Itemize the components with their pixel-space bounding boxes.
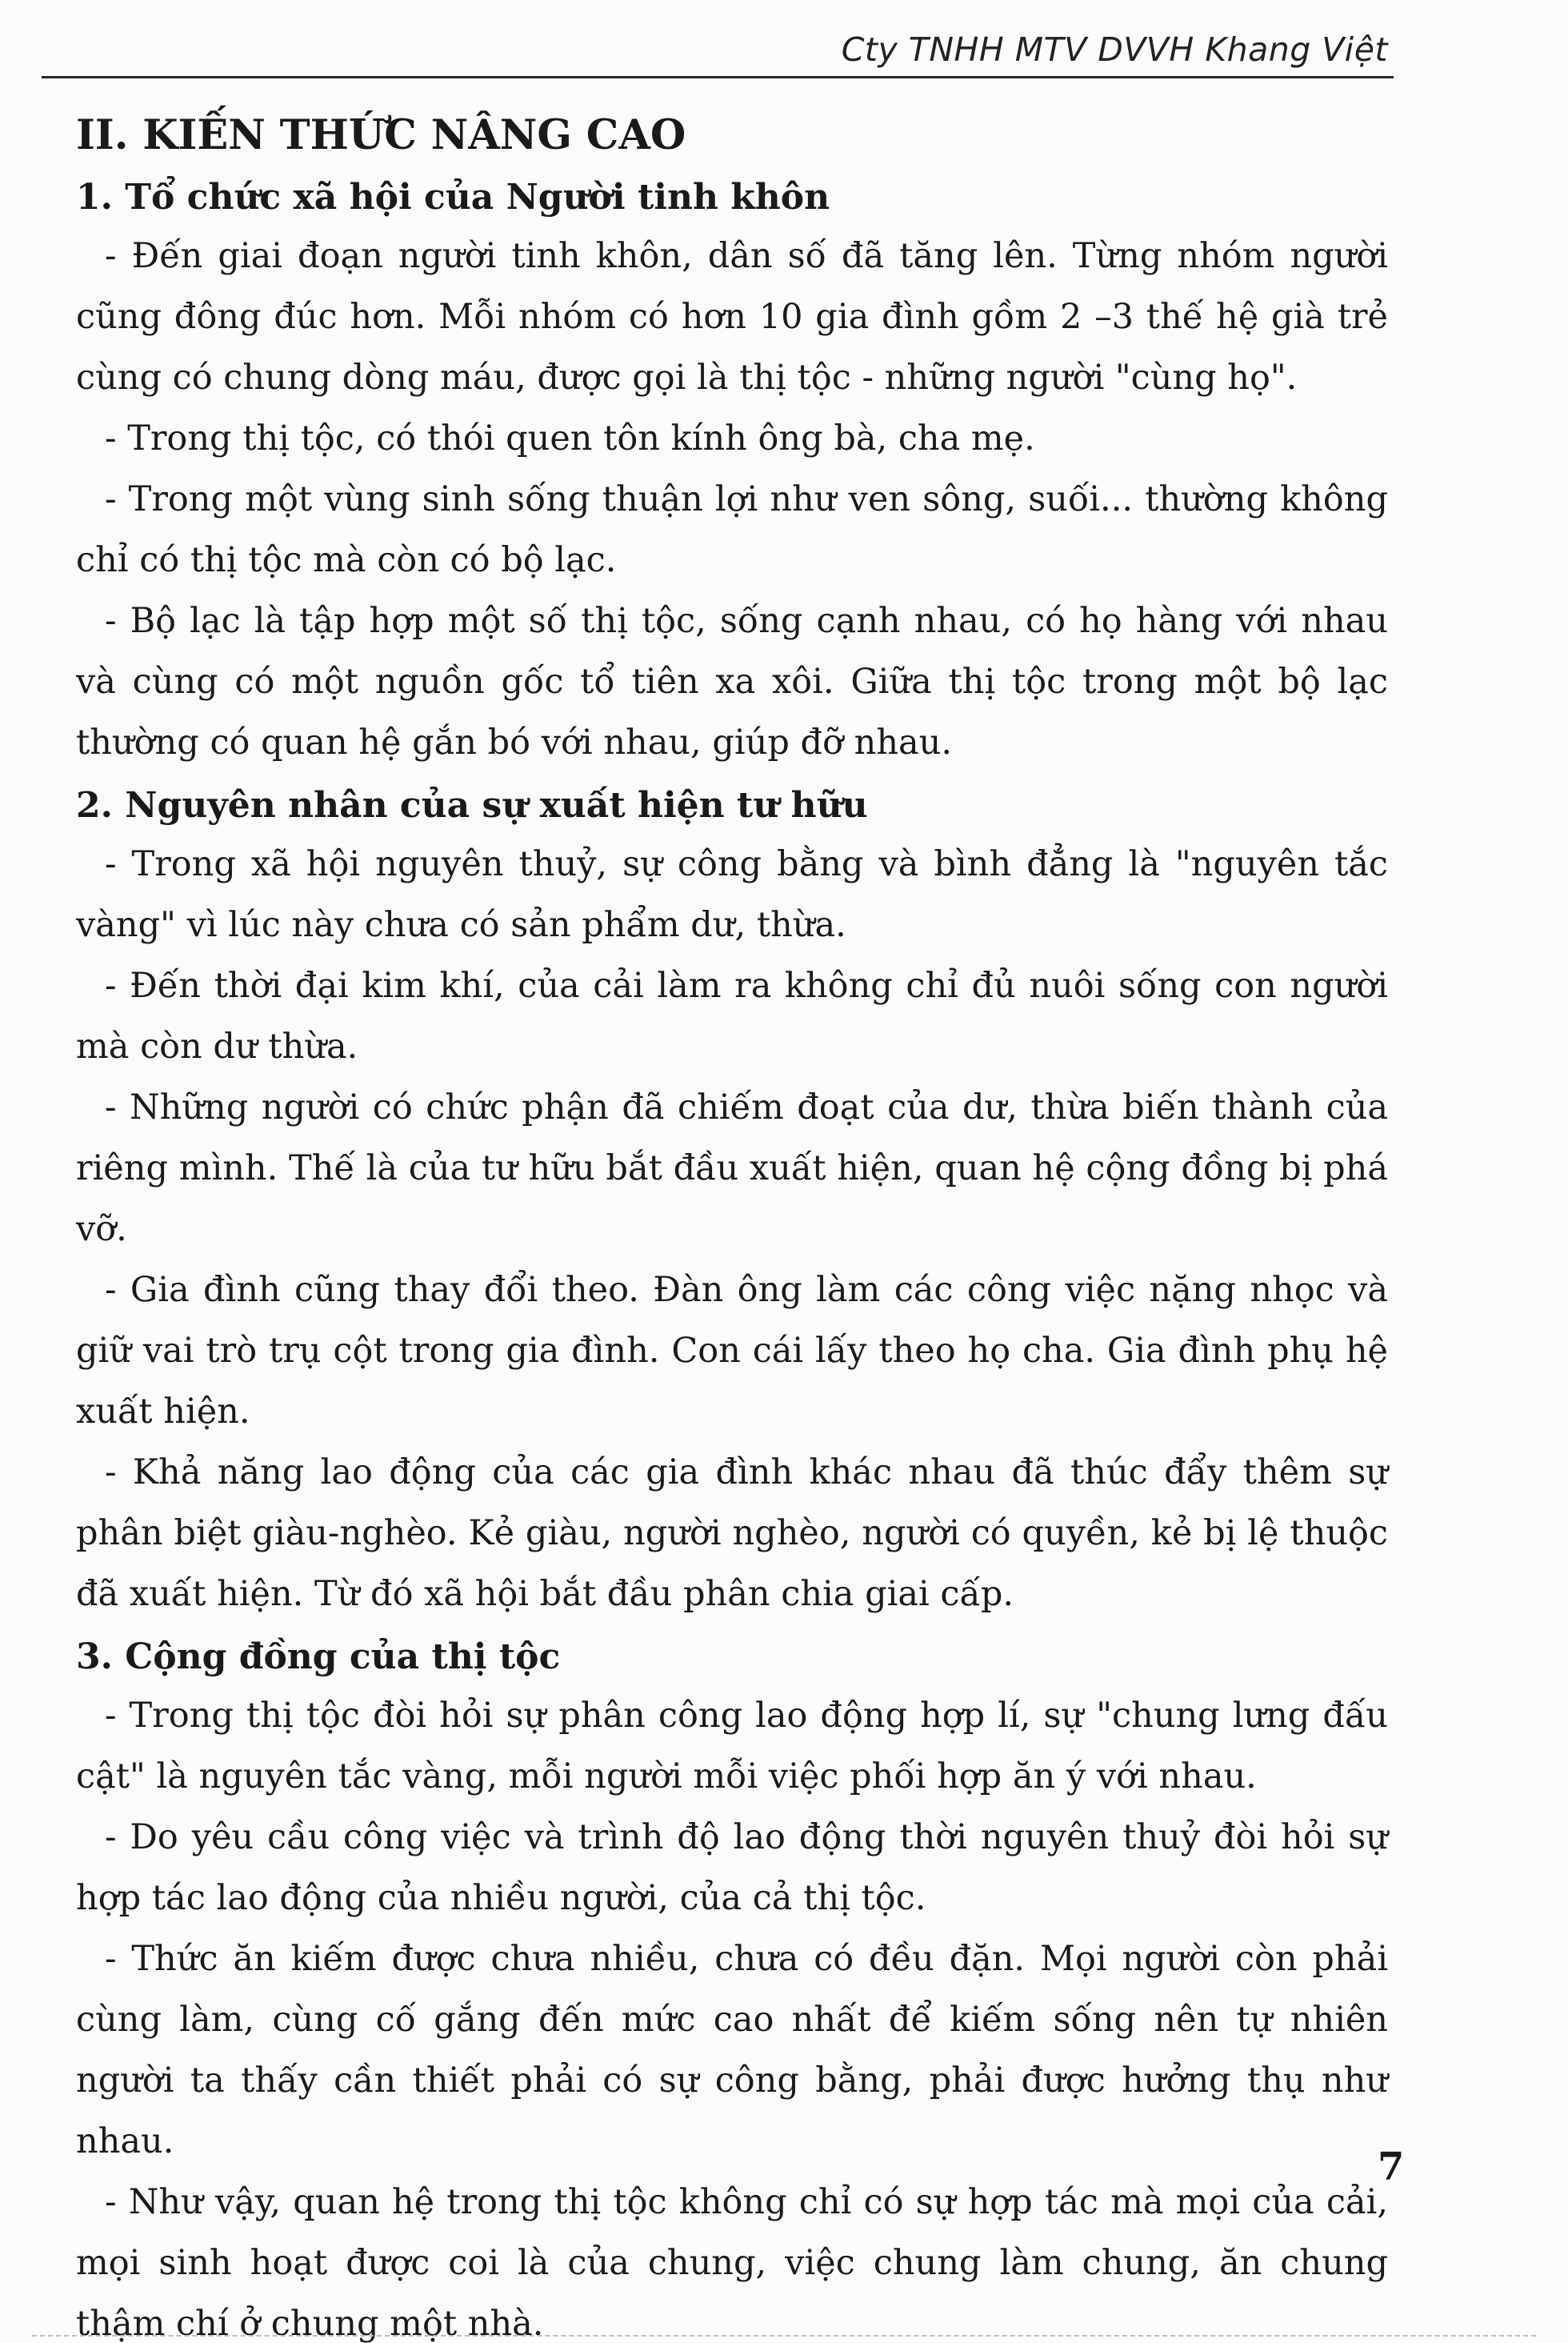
page-bottom-edge	[32, 2335, 1536, 2343]
paragraph: - Như vậy, quan hệ trong thị tộc không chỉ có sự hợp tác mà mọi của cải, mọi sinh hoạt được coi là của chung, việc chung làm chung, ăn chung thậm chí ở chung một nhà.	[76, 2182, 1388, 2343]
paragraph: - Gia đình cũng thay đổi theo. Đàn ông làm các công việc nặng nhọc và giữ vai trò trụ cột trong gia đình. Con cái lấy theo họ cha. Gia đình phụ hệ xuất hiện.	[76, 1270, 1388, 1432]
section-title: II. KIẾN THỨC NÂNG CAO	[76, 111, 686, 159]
subsection-1	[76, 170, 1388, 773]
running-header: Cty TNHH MTV DVVH Khang Việt	[841, 30, 1388, 69]
subsection-title: 3. Cộng đồng của thị tộc	[76, 1636, 561, 1677]
paragraph: - Những người có chức phận đã chiếm đoạt của dư, thừa biến thành của riêng mình. Thế là của tư hữu bắt đầu xuất hiện, quan hệ cộng đồng bị phá vỡ.	[76, 1087, 1388, 1249]
paragraph: - Thức ăn kiếm được chưa nhiều, chưa có đều đặn. Mọi người còn phải cùng làm, cùng cố gắng đến mức cao nhất để kiếm sống nên tự nhiên người ta thấy cần thiết phải có sự công bằng, phải được hưởng thụ như nhau.	[76, 1939, 1388, 2161]
header-rule	[42, 76, 1394, 78]
paragraph: - Bộ lạc là tập hợp một số thị tộc, sống cạnh nhau, có họ hàng với nhau và cùng có một nguồn gốc tổ tiên xa xôi. Giữa thị tộc trong một bộ lạc thường có quan hệ gắn bó với nhau, giúp đỡ nhau.	[76, 601, 1388, 763]
subsection-2	[76, 778, 1388, 1624]
paragraph: - Trong một vùng sinh sống thuận lợi như ven sông, suối... thường không chỉ có thị tộc mà còn có bộ lạc.	[76, 479, 1388, 580]
paragraph: - Khả năng lao động của các gia đình khác nhau đã thúc đẩy thêm sự phân biệt giàu-nghèo. Kẻ giàu, người nghèo, người có quyền, kẻ bị lệ thuộc đã xuất hiện. Từ đó xã hội bắt đầu phân chia giai cấp.	[76, 1452, 1388, 1614]
paragraph: - Trong thị tộc, có thói quen tôn kính ông bà, cha mẹ.	[105, 419, 1035, 459]
page-body	[76, 106, 1388, 2343]
paragraph: - Đến giai đoạn người tinh khôn, dân số đã tăng lên. Từng nhóm người cũng đông đúc hơn. Mỗi nhóm có hơn 10 gia đình gồm 2 –3 thế hệ già trẻ cùng có chung dòng máu, được gọi là thị tộc - những người "cùng họ".	[76, 236, 1388, 398]
page-number: 7	[1378, 2145, 1405, 2189]
paragraph: - Trong thị tộc đòi hỏi sự phân công lao động hợp lí, sự "chung lưng đấu cật" là nguyên tắc vàng, mỗi người mỗi việc phối hợp ăn ý với nhau.	[76, 1696, 1388, 1796]
subsection-title: 2. Nguyên nhân của sự xuất hiện tư hữu	[76, 785, 868, 826]
subsection-title: 1. Tổ chức xã hội của Người tinh khôn	[76, 177, 830, 218]
paragraph: - Do yêu cầu công việc và trình độ lao động thời nguyên thuỷ đòi hỏi sự hợp tác lao động của nhiều người, của cả thị tộc.	[76, 1817, 1388, 1918]
paragraph: - Trong xã hội nguyên thuỷ, sự công bằng và bình đẳng là "nguyên tắc vàng" vì lúc này chưa có sản phẩm dư, thừa.	[76, 844, 1388, 945]
subsection-3	[76, 1629, 1388, 2343]
paragraph: - Đến thời đại kim khí, của cải làm ra không chỉ đủ nuôi sống con người mà còn dư thừa.	[76, 966, 1388, 1067]
